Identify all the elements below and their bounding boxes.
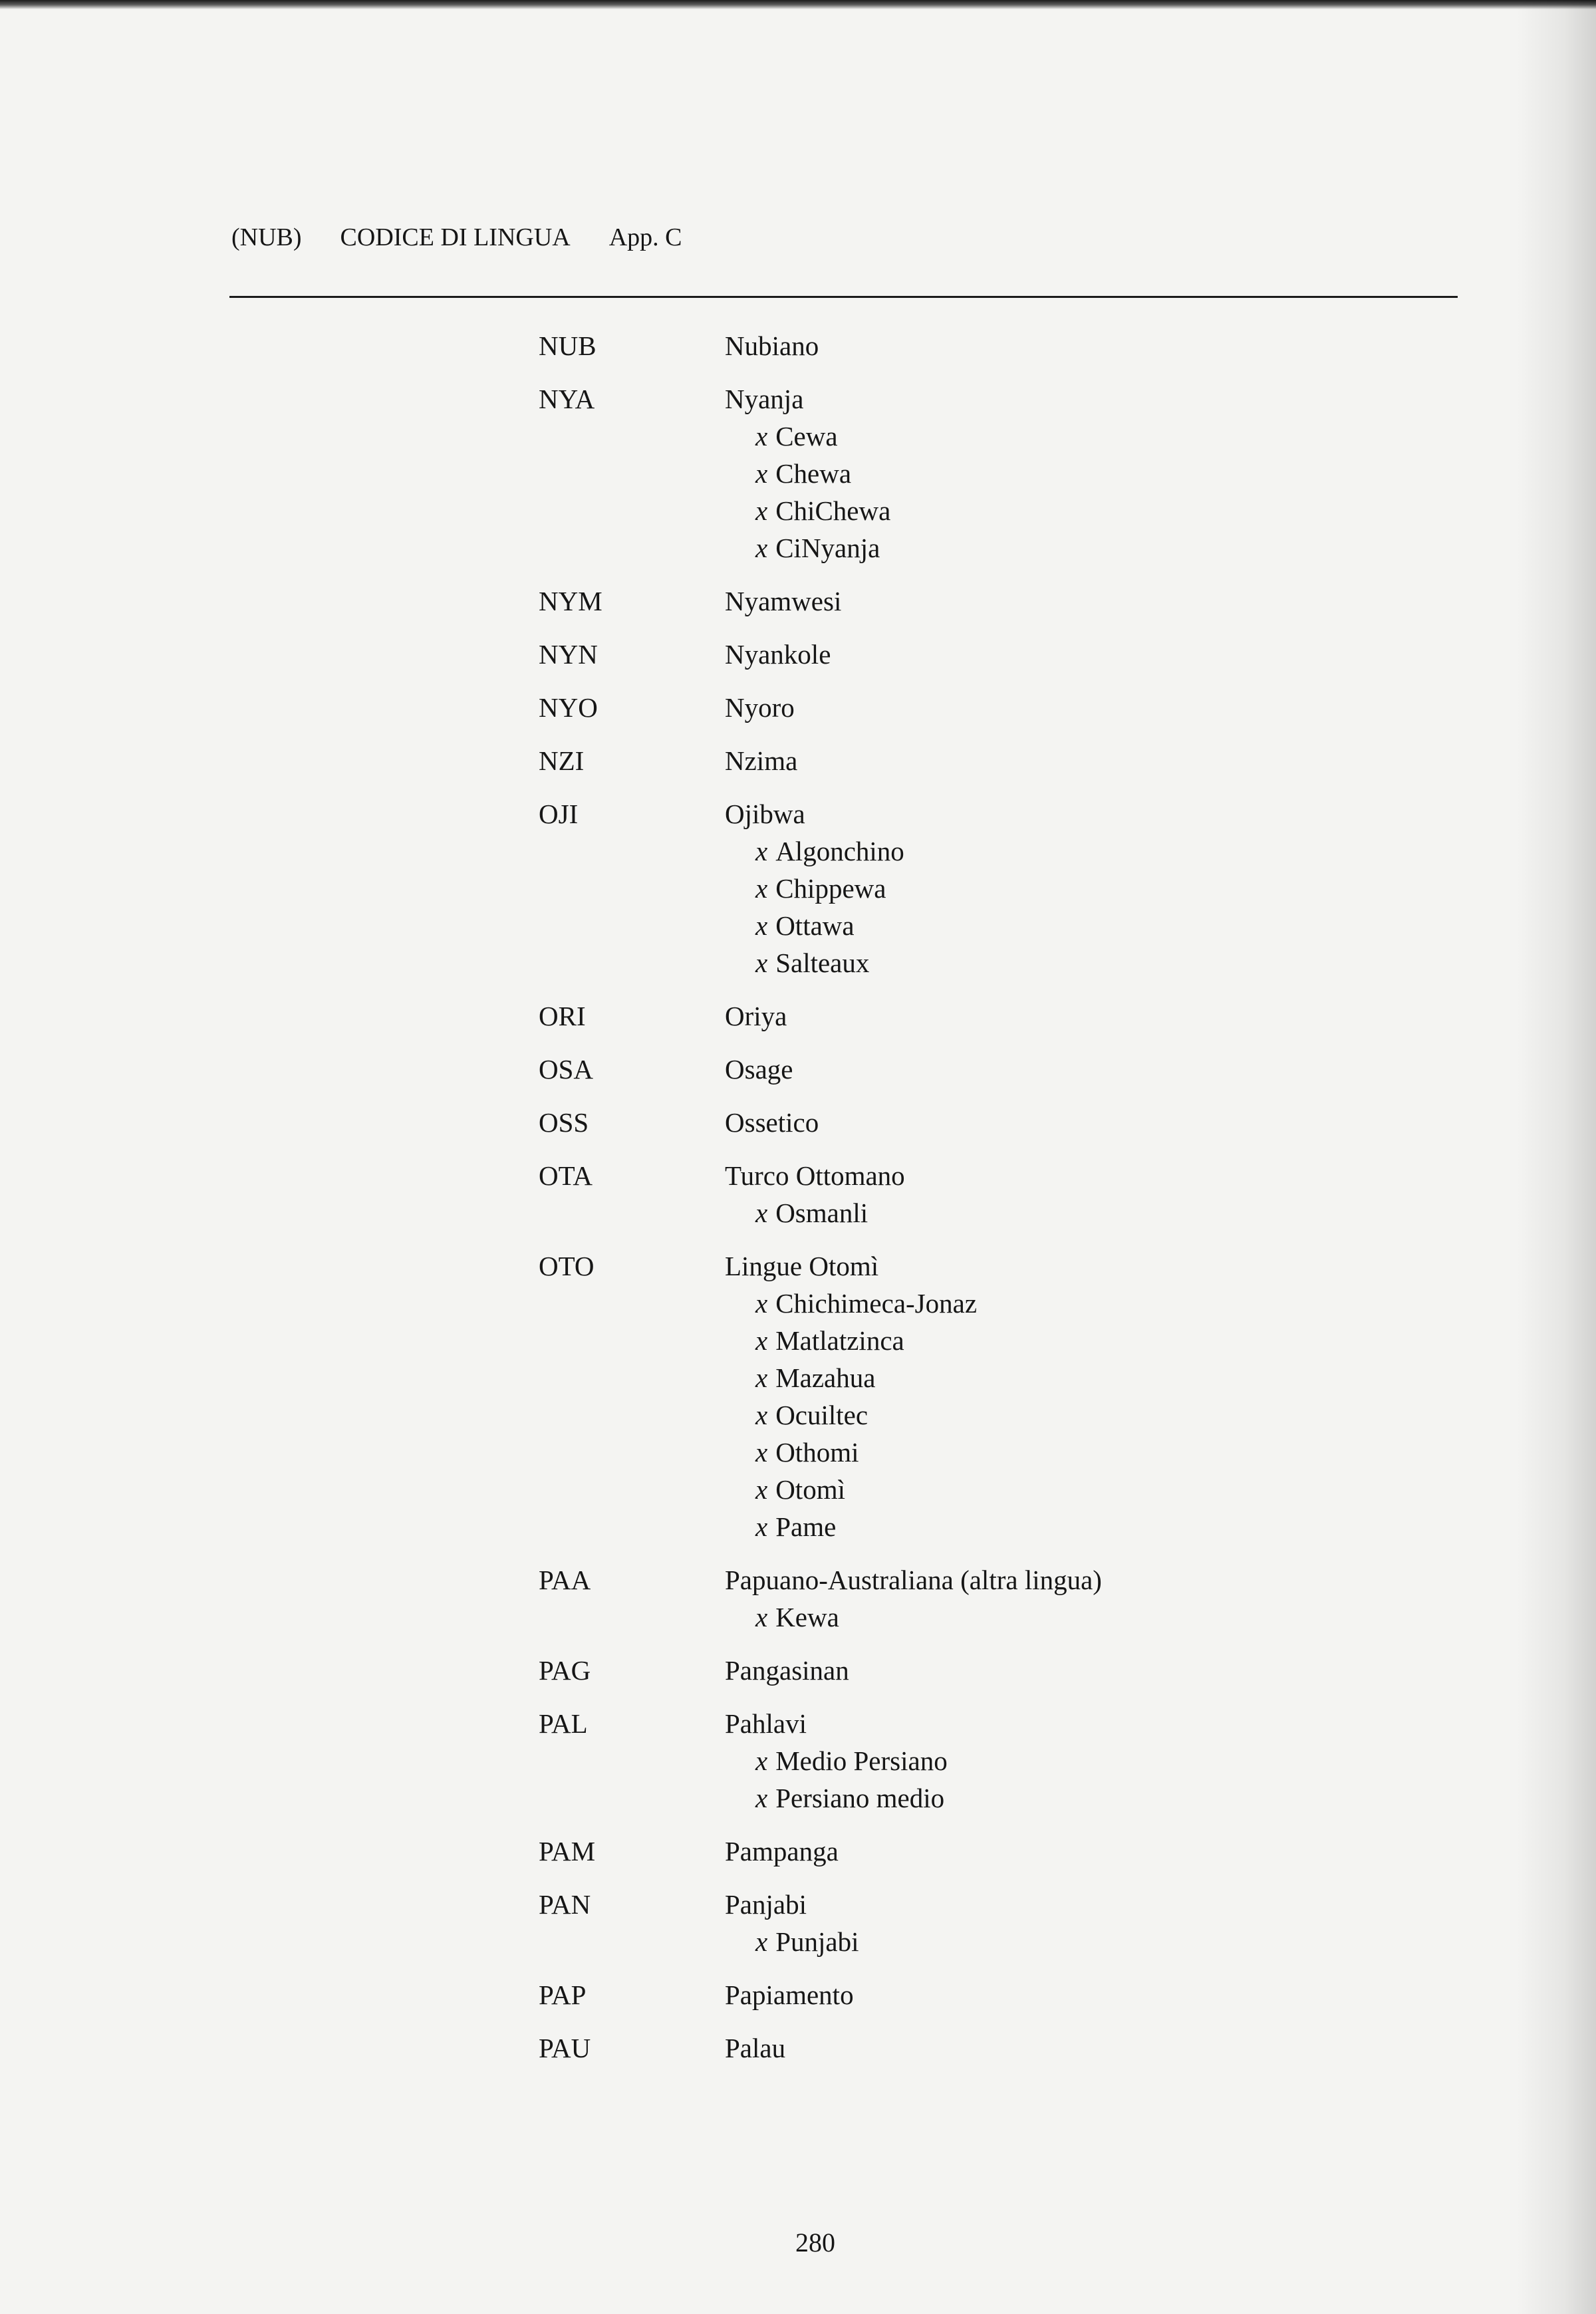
language-names xyxy=(725,636,1270,673)
language-names xyxy=(725,1833,1270,1870)
cross-reference-marker: x xyxy=(755,495,768,526)
language-code: PAN xyxy=(539,1889,591,1920)
language-code: OSA xyxy=(539,1054,594,1085)
language-name: Papiamento xyxy=(725,1980,854,2010)
language-names xyxy=(725,582,1270,620)
language-name: Nzima xyxy=(725,745,798,776)
cross-reference-marker: x xyxy=(755,873,768,904)
alternate-name xyxy=(725,907,1270,944)
alternate-name-text: Chichimeca-Jonaz xyxy=(775,1288,978,1319)
alternate-name-text: Chippewa xyxy=(775,873,886,904)
language-names xyxy=(725,742,1270,779)
cross-reference-marker: x xyxy=(755,458,768,489)
language-entry xyxy=(539,1247,1270,1545)
language-code: NYM xyxy=(539,586,602,616)
language-names xyxy=(725,1886,1270,1960)
alternate-name-text: Cewa xyxy=(775,421,838,451)
language-name: Nyanja xyxy=(725,384,804,414)
language-name: Pahlavi xyxy=(725,1708,807,1739)
language-entry xyxy=(539,1705,1270,1817)
language-name: Nyoro xyxy=(725,692,795,723)
cross-reference-marker: x xyxy=(755,1400,768,1430)
alternate-name xyxy=(725,492,1270,529)
page-number: 280 xyxy=(795,2228,835,2257)
language-name: Nyamwesi xyxy=(725,586,842,616)
alternate-name xyxy=(725,1359,1270,1396)
language-entry xyxy=(539,1886,1270,1960)
alternate-name xyxy=(725,1471,1270,1508)
alternate-name-text: Osmanli xyxy=(775,1198,868,1228)
alternate-name xyxy=(725,1285,1270,1322)
alternate-name xyxy=(725,1923,1270,1960)
language-code: NYO xyxy=(539,692,598,723)
alternate-name xyxy=(725,1322,1270,1359)
cross-reference-marker: x xyxy=(755,1437,768,1468)
language-entry xyxy=(539,795,1270,981)
language-entry xyxy=(539,1104,1270,1141)
alternate-name-text: Otomì xyxy=(775,1474,845,1505)
alternate-name-text: Algonchino xyxy=(775,836,904,866)
language-name: Palau xyxy=(725,2033,786,2063)
header-rule xyxy=(229,296,1458,298)
cross-reference-marker: x xyxy=(755,1288,768,1319)
running-header xyxy=(231,221,721,254)
language-code: NUB xyxy=(539,330,597,361)
language-names xyxy=(725,1652,1270,1689)
alternate-name-text: Matlatzinca xyxy=(775,1325,904,1356)
language-names xyxy=(725,1561,1270,1636)
language-name: Pampanga xyxy=(725,1836,839,1866)
language-name: Ojibwa xyxy=(725,799,805,829)
language-name: Papuano-Australiana (altra lingua) xyxy=(725,1565,1102,1595)
alternate-name-text: Salteaux xyxy=(775,948,870,978)
alternate-name xyxy=(725,1742,1270,1779)
alternate-name-text: ChiChewa xyxy=(775,495,891,526)
header-code: (NUB) xyxy=(231,223,302,251)
alternate-name-text: Chewa xyxy=(775,458,852,489)
alternate-name-text: Mazahua xyxy=(775,1362,876,1393)
language-code: NYA xyxy=(539,384,595,414)
alternate-name-text: Ottawa xyxy=(775,910,855,941)
language-code: PAM xyxy=(539,1836,596,1866)
alternate-name xyxy=(725,418,1270,455)
alternate-name xyxy=(725,1396,1270,1434)
alternate-name xyxy=(725,944,1270,981)
language-names xyxy=(725,795,1270,981)
language-names xyxy=(725,997,1270,1035)
language-code: NYN xyxy=(539,639,598,670)
language-names xyxy=(725,1247,1270,1545)
language-names xyxy=(725,689,1270,726)
language-code: OJI xyxy=(539,799,579,829)
alternate-name xyxy=(725,1508,1270,1545)
language-code: NZI xyxy=(539,745,585,776)
cross-reference-marker: x xyxy=(755,1198,768,1228)
alternate-name xyxy=(725,529,1270,567)
alternate-name xyxy=(725,870,1270,907)
language-code: PAL xyxy=(539,1708,588,1739)
language-entry xyxy=(539,1652,1270,1689)
language-names xyxy=(725,380,1270,567)
language-code-list xyxy=(539,327,1270,2083)
language-name: Oriya xyxy=(725,1001,787,1031)
language-code: PAU xyxy=(539,2033,591,2063)
language-entry xyxy=(539,327,1270,364)
language-names xyxy=(725,327,1270,364)
cross-reference-marker: x xyxy=(755,1474,768,1505)
cross-reference-marker: x xyxy=(755,1602,768,1632)
alternate-name xyxy=(725,1194,1270,1231)
language-entry xyxy=(539,380,1270,567)
language-entry xyxy=(539,1157,1270,1231)
language-entry xyxy=(539,689,1270,726)
cross-reference-marker: x xyxy=(755,1926,768,1957)
language-names xyxy=(725,1157,1270,1231)
cross-reference-marker: x xyxy=(755,1745,768,1776)
alternate-name-text: Medio Persiano xyxy=(775,1745,948,1776)
language-entry xyxy=(539,1561,1270,1636)
language-entry xyxy=(539,997,1270,1035)
language-name: Lingue Otomì xyxy=(725,1251,879,1281)
cross-reference-marker: x xyxy=(755,1783,768,1813)
language-name: Ossetico xyxy=(725,1107,819,1138)
cross-reference-marker: x xyxy=(755,948,768,978)
cross-reference-marker: x xyxy=(755,533,768,563)
language-name: Nubiano xyxy=(725,330,819,361)
cross-reference-marker: x xyxy=(755,1325,768,1356)
language-code: OTA xyxy=(539,1160,593,1191)
language-names xyxy=(725,1104,1270,1141)
language-name: Panjabi xyxy=(725,1889,807,1920)
language-entry xyxy=(539,1976,1270,2013)
language-entry xyxy=(539,742,1270,779)
language-code: ORI xyxy=(539,1001,586,1031)
alternate-name xyxy=(725,455,1270,492)
language-names xyxy=(725,1051,1270,1088)
alternate-name xyxy=(725,1434,1270,1471)
language-names xyxy=(725,2029,1270,2067)
alternate-name xyxy=(725,1599,1270,1636)
alternate-name-text: Kewa xyxy=(775,1602,839,1632)
cross-reference-marker: x xyxy=(755,1362,768,1393)
language-entry xyxy=(539,1833,1270,1870)
language-code: PAA xyxy=(539,1565,591,1595)
cross-reference-marker: x xyxy=(755,910,768,941)
language-name: Nyankole xyxy=(725,639,831,670)
page-top-edge xyxy=(0,0,1596,9)
language-names xyxy=(725,1976,1270,2013)
header-title: CODICE DI LINGUA xyxy=(340,223,571,251)
language-name: Pangasinan xyxy=(725,1655,849,1686)
language-name: Osage xyxy=(725,1054,793,1085)
language-entry xyxy=(539,636,1270,673)
alternate-name-text: Ocuiltec xyxy=(775,1400,868,1430)
language-code: OTO xyxy=(539,1251,595,1281)
alternate-name-text: Pame xyxy=(775,1511,837,1542)
cross-reference-marker: x xyxy=(755,836,768,866)
language-entry xyxy=(539,582,1270,620)
language-name: Turco Ottomano xyxy=(725,1160,905,1191)
language-names xyxy=(725,1705,1270,1817)
language-code: PAP xyxy=(539,1980,587,2010)
cross-reference-marker: x xyxy=(755,421,768,451)
language-entry xyxy=(539,1051,1270,1088)
alternate-name-text: Othomi xyxy=(775,1437,859,1468)
language-code: PAG xyxy=(539,1655,591,1686)
alternate-name xyxy=(725,833,1270,870)
cross-reference-marker: x xyxy=(755,1511,768,1542)
alternate-name-text: Persiano medio xyxy=(775,1783,945,1813)
page-edge-shadow xyxy=(1516,0,1596,2314)
header-appendix: App. C xyxy=(608,223,682,251)
alternate-name-text: CiNyanja xyxy=(775,533,880,563)
alternate-name-text: Punjabi xyxy=(775,1926,859,1957)
language-entry xyxy=(539,2029,1270,2067)
alternate-name xyxy=(725,1779,1270,1817)
language-code: OSS xyxy=(539,1107,589,1138)
